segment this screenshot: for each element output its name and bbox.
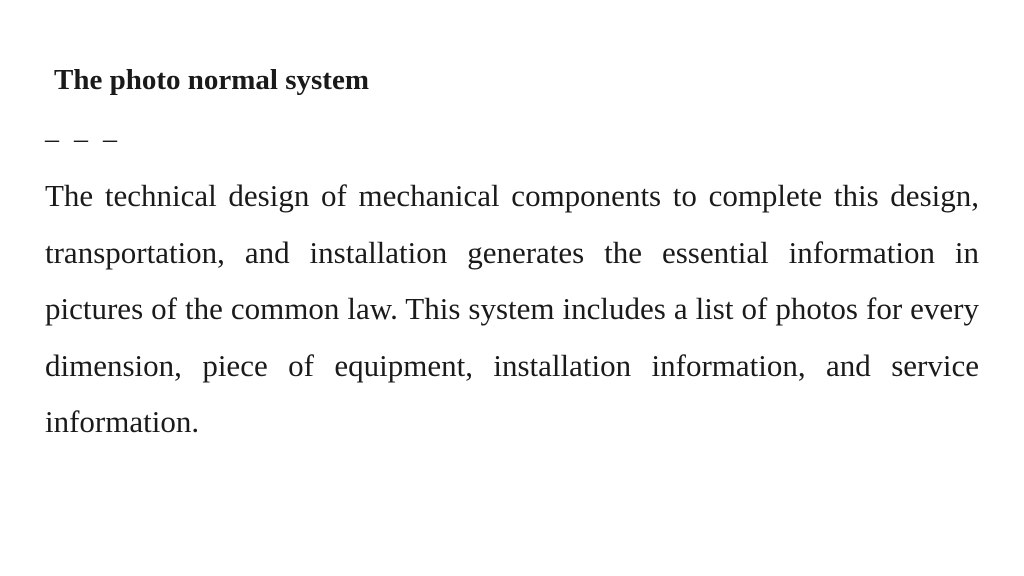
body-paragraph: The technical design of mechanical components to complete this design, transportation, and installation generates the essential information in pictures of the common law. This system includes a list of photos for every dimension, piece of equipment, installation information, and service information. — [45, 178, 979, 439]
section-title: The photo normal system — [54, 64, 369, 96]
dash-separator: – – – — [45, 124, 121, 155]
